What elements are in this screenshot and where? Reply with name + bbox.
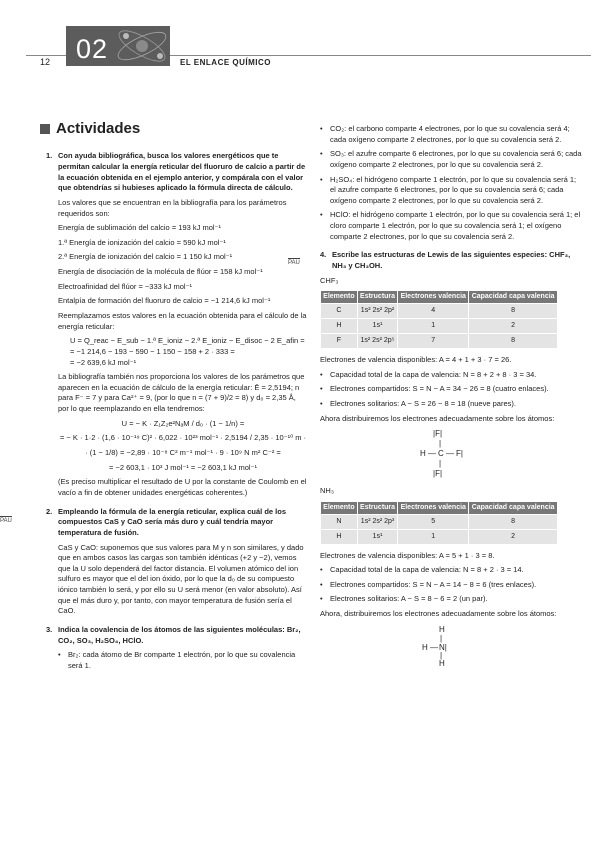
bond: — (430, 642, 438, 652)
lewis-atom: H (439, 658, 445, 668)
value-line: Electroafinidad del flúor = −333 kJ mol⁻¹ (58, 281, 193, 291)
bullet-item: • CO₂: el carbono comparte 4 electrones, por lo que su covalencia será 4; cada oxígeno comparte 2 electrones, por lo que su covalencia será 2. (320, 124, 582, 145)
chapter-number: 02 (76, 34, 109, 64)
right-column (288, 124, 582, 674)
calc-line: U = Q_reac − E_sub − 1.ª E_ioniz − 2.ª E_ioniz − E_disoc − 2 E_afin = (70, 336, 305, 346)
lewis-atom: F| (456, 449, 463, 459)
bond: — (428, 449, 436, 459)
value-line: Energía de sublimación del calcio = 193 kJ mol⁻¹ (58, 223, 222, 233)
value-line: 2.ª Energía de ionización del calcio = 1 150 kJ mol⁻¹ (58, 252, 233, 262)
table-row (321, 334, 558, 349)
lewis-atom: H (422, 642, 428, 652)
question-number: 4. (320, 250, 327, 260)
cell: 1s¹ (357, 319, 397, 334)
cell: 1s² 2s² 2p³ (357, 514, 397, 529)
bullet-item: • Electrones compartidos: S = N − A = 34 − 26 = 8 (cuatro enlaces). (320, 384, 582, 395)
lewis-atom: H (439, 624, 445, 634)
question-title: Indica la covalencia de los átomos de las siguientes moléculas: Br₂, CO₂, SO₃, H₂SO₄, HClO. (58, 625, 301, 645)
square-bullet-icon (40, 124, 50, 134)
col-header: Estructura (357, 291, 397, 304)
cell: 5 (398, 514, 469, 529)
col-header: Estructura (357, 501, 397, 514)
cell: 1s¹ (357, 529, 397, 544)
paragraph: Ahora distribuiremos los electrones adecuadamente sobre los átomos: (320, 413, 555, 423)
formula-line: = − K · 1·2 · (1,6 · 10⁻¹⁹ C)² · 6,022 · 10²³ mol⁻¹ · 2,5194 / 2,35 · 10⁻¹⁰ m · (59, 433, 307, 443)
lewis-atom: |F| (433, 429, 443, 439)
cell: 1s² 2s² 2p⁵ (357, 334, 397, 349)
question-number: 3. (46, 625, 53, 634)
bullet-item: • Br₂: cada átomo de Br comparte 1 electrón, por lo que su covalencia será 1. (58, 650, 308, 671)
question-title: Escribe las estructuras de Lewis de las siguientes especies: CHF₃, NH₃ y CH₃OH. (332, 250, 571, 271)
species-label: NH₃ (320, 486, 334, 496)
cell: 2 (469, 529, 558, 544)
question-2 (0, 506, 308, 617)
question-title: Con ayuda bibliográfica, busca los valores energéticos que te permitan calcular la energía reticular del fluoruro de calcio a partir de la ecuación obtenida en el ejemplo anterior, y compárala con el valor que obtendrías si hubieses aplicado la fórmula directa de cálculo. (58, 151, 306, 193)
cell: F (321, 334, 358, 349)
formula-line: U = − K · Z₁Z₂e²NₐM / d₀ · (1 − 1/n) = (121, 418, 245, 428)
page-number: 12 (40, 57, 51, 67)
value-line: Entalpía de formación del fluoruro de calcio = −1 214,6 kJ mol⁻¹ (58, 296, 271, 306)
bullet-item: • HClO: el hidrógeno comparte 1 electrón, por lo que su covalencia será 1; el cloro comparte 1 electrón, por lo que su covalencia será 1; el oxígeno comparte 2 electrones, por lo que su covalencia será 2. (320, 210, 582, 242)
paragraph: Ahora, distribuiremos los electrones adecuadamente sobre los átomos: (320, 609, 557, 619)
lewis-structure-chf3 (320, 428, 582, 480)
formula-line: · (1 − 1/8) = −2,89 · 10⁻⁸ C² m⁻¹ mol⁻¹ · 9 · 10⁹ N m² C⁻² = (85, 448, 281, 458)
cell: 8 (469, 514, 558, 529)
atom-decoration-icon (112, 26, 170, 66)
calc-line: = −1 214,6 − 193 − 590 − 1 150 − 158 + 2 · 333 = (70, 346, 235, 356)
col-header: Elemento (321, 291, 358, 304)
chapter-title: EL ENLACE QUÍMICO (180, 58, 272, 67)
paragraph: Electrones de valencia disponibles: A = 4 + 1 + 3 · 7 = 26. (320, 355, 512, 365)
cell: 1s² 2s² 2p² (357, 304, 397, 319)
cell: N (321, 514, 358, 529)
lewis-atom: H (420, 449, 426, 459)
lewis-atom: |F| (433, 469, 443, 479)
bullet-item: • Capacidad total de la capa de valencia: N = 8 + 2 · 3 = 14. (320, 565, 582, 576)
cell: 8 (469, 334, 558, 349)
bond: | (440, 633, 443, 643)
bond: | (439, 439, 442, 449)
cell: H (321, 529, 358, 544)
cell: 2 (469, 319, 558, 334)
cell: 1 (398, 319, 469, 334)
col-header: Electrones valencia (398, 291, 469, 304)
col-header: Capacidad capa valencia (469, 291, 558, 304)
table-row (321, 514, 558, 529)
formula-line: = −2 603,1 · 10³ J mol⁻¹ = −2 603,1 kJ mol⁻¹ (109, 462, 257, 472)
bond: | (439, 459, 442, 469)
pau-badge: PAU (0, 517, 12, 524)
paragraph: Electrones de valencia disponibles: A = 5 + 1 · 3 = 8. (320, 550, 495, 560)
question-3 (40, 625, 308, 672)
paragraph: La bibliografía también nos proporciona los valores de los parámetros que aparecen en la ecuación de cálculo de la energía reticular: Ē = 2,5194; n para F⁻ = 7 y para Ca²⁺ = 9, (por lo que n = (7 + 9)/2 = 8) y d₀ = 2,35 Å, por lo que reemplazando en ella tendremos: (58, 372, 305, 414)
note: (Es preciso multiplicar el resultado de U por la constante de Coulomb en el vacío a fin de obtener unidades energéticas coherentes.) (58, 477, 307, 497)
cell: C (321, 304, 358, 319)
question-number: 2. (46, 506, 53, 516)
col-header: Elemento (321, 501, 358, 514)
nh3-table (320, 501, 558, 545)
table-row (321, 529, 558, 544)
chapter-badge (66, 26, 170, 66)
value-line: Energía de disociación de la molécula de flúor = 158 kJ mol⁻¹ (58, 267, 263, 277)
cell: 4 (398, 304, 469, 319)
table-row (321, 319, 558, 334)
calc-line: = −2 639,6 kJ mol⁻¹ (70, 357, 137, 367)
paragraph: Reemplazamos estos valores en la ecuación obtenida para el cálculo de la energía reticular: (58, 310, 307, 331)
left-column (0, 118, 308, 676)
bullet-item: • H₂SO₄: el hidrógeno comparte 1 electrón, por lo que su covalencia será 1; el azufre comparte 6 electrones, por lo que su covalencia será 6; cada oxígeno comparte 2 electrones, por lo que su covalencia será 2. (320, 175, 582, 207)
pau-badge: PAU (288, 260, 300, 267)
bond: — (446, 449, 454, 459)
cell: 8 (469, 304, 558, 319)
col-header: Capacidad capa valencia (469, 501, 558, 514)
question-number: 1. (46, 151, 53, 161)
paragraph: Los valores que se encuentran en la bibliografía para los parámetros requeridos son: (58, 197, 287, 218)
cell: H (321, 319, 358, 334)
cell: 7 (398, 334, 469, 349)
table-row (321, 304, 558, 319)
section-heading (40, 118, 308, 139)
lewis-atom: N| (439, 642, 447, 652)
question-4 (288, 250, 582, 271)
question-1 (40, 151, 308, 498)
bullet-item: • Electrones solitarios: A − S = 8 − 6 = 2 (un par). (320, 594, 582, 605)
question-title: Empleando la fórmula de la energía reticular, explica cuál de los compuestos CaS y CaO sería más duro y cuál tendría mayor temperatura de fusión. (58, 506, 286, 537)
bullet-item: • SO₃: el azufre comparte 6 electrones, por lo que su covalencia será 6; cada oxígeno comparte 2 electrones, por lo que su covalencia será 2. (320, 149, 582, 170)
bond: | (440, 650, 443, 660)
lewis-atom: C (438, 449, 444, 459)
cell: 1 (398, 529, 469, 544)
calculation (58, 336, 308, 368)
lewis-structure-nh3 (320, 624, 582, 668)
species-label: CHF₃ (320, 275, 339, 285)
col-header: Electrones valencia (398, 501, 469, 514)
bullet-item: • Electrones compartidos: S = N − A = 14 − 8 = 6 (tres enlaces). (320, 580, 582, 591)
section-title: Actividades (56, 120, 141, 137)
paragraph: CaS y CaO: suponemos que sus valores para M y n son similares, y dado que en ambos casos las cargas son también idénticas (+2 y −2), vemos que la U solo dependerá del factor distancia. El volumen atómico del ion sulfuro es mayor que el del ion óxido, por lo que la d₀ de su compuesto iónico también lo será, y por ello su U será menor (en valor absoluto). Así que el más duro y, por tanto, con mayor temperatura de fusión sería el CaO. (58, 542, 304, 616)
bullet-item: • Capacidad total de la capa de valencia: N = 8 + 2 + 8 · 3 = 34. (320, 370, 582, 381)
chf3-table (320, 290, 558, 349)
value-line: 1.ª Energía de ionización del calcio = 590 kJ mol⁻¹ (58, 237, 226, 247)
bullet-item: • Electrones solitarios: A − S = 26 − 8 = 18 (nueve pares). (320, 399, 582, 410)
